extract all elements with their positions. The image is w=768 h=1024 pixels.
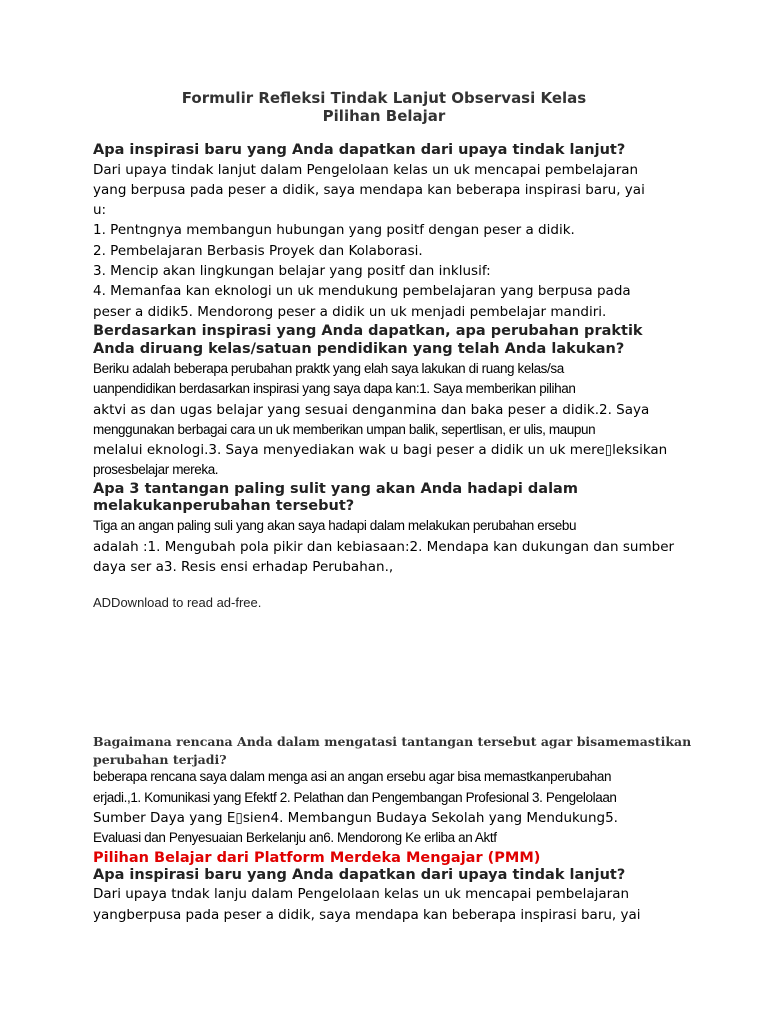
document-subtitle: Pilihan Belajar [322, 107, 446, 125]
document-title: Formulir Refleksi Tindak Lanjut Observasi Kelas [181, 89, 587, 107]
question-tantangan-line2: melakukanperubahan tersebut? [93, 498, 355, 514]
answer-line: Dari upaya tindak lanjut dalam Pengelolaan kelas un uk mencapai pembelajaran [93, 162, 639, 178]
answer-line: yangberpusa pada peser a didik, saya mendapa kan beberapa inspirasi baru, yai [93, 907, 641, 923]
answer-line: Evaluasi dan Penyesuaian Berkelanju an6. Mendorong Ke erliba an Aktf [93, 830, 497, 845]
question-perubahan-line1: Berdasarkan inspirasi yang Anda dapatkan, apa perubahan praktik [93, 323, 643, 339]
question-rencana-line1: Bagaimana rencana Anda dalam mengatasi tantangan tersebut agar bisamemastikan [93, 734, 692, 749]
answer-line: adalah :1. Mengubah pola pikir dan kebiasaan:2. Mendapa kan dukungan dan sumber [93, 539, 675, 555]
answer-line: yang berpusa pada peser a didik, saya mendapa kan beberapa inspirasi baru, yai [93, 182, 645, 198]
answer-line: 1. Pentngnya membangun hubungan yang positf dengan peser a didik. [93, 222, 575, 238]
answer-line: Tiga an angan paling suli yang akan saya hadapi dalam melakukan perubahan ersebu [93, 518, 577, 533]
question-inspirasi: Apa inspirasi baru yang Anda dapatkan dari upaya tindak lanjut? [93, 142, 626, 158]
answer-line: menggunakan berbagai cara un uk memberikan umpan balik, sepertlisan, er ulis, maupun [93, 422, 596, 437]
answer-line: peser a didik5. Mendorong peser a didik un uk menjadi pembelajar mandiri. [93, 304, 607, 320]
answer-line: uanpendidikan berdasarkan inspirasi yang saya dapa kan:1. Saya memberikan pilihan [93, 381, 576, 396]
answer-line: aktvi as dan ugas belajar yang sesuai denganmina dan baka peser a didik.2. Saya [93, 402, 650, 418]
answer-line: prosesbelajar mereka. [93, 462, 219, 477]
question-perubahan-line2: Anda diruang kelas/satuan pendidikan yang telah Anda lakukan? [93, 341, 625, 357]
question-inspirasi-pmm: Apa inspirasi baru yang Anda dapatkan dari upaya tindak lanjut? [93, 867, 626, 883]
question-tantangan-line1: Apa 3 tantangan paling sulit yang akan Anda hadapi dalam [93, 481, 578, 497]
answer-line: u: [93, 202, 107, 218]
answer-line: Beriku adalah beberapa perubahan praktk yang elah saya lakukan di ruang kelas/sa [93, 361, 564, 376]
answer-line: Sumber Daya yang E▯sien4. Membangun Budaya Sekolah yang Mendukung5. [93, 810, 618, 826]
answer-line: beberapa rencana saya dalam menga asi an angan ersebu agar bisa memastkanperubahan [93, 769, 612, 784]
answer-line: Dari upaya tndak lanju dalam Pengelolaan kelas un uk mencapai pembelajaran [93, 886, 630, 902]
answer-line: daya ser a3. Resis ensi erhadap Perubahan., [93, 559, 394, 575]
answer-line: melalui eknologi.3. Saya menyediakan wak u bagi peser a didik un uk mere▯leksikan [93, 442, 668, 458]
answer-line: 2. Pembelajaran Berbasis Proyek dan Kolaborasi. [93, 243, 423, 259]
answer-line: 3. Mencip akan lingkungan belajar yang positf dan inklusif: [93, 263, 491, 279]
answer-line: 4. Memanfaa kan eknologi un uk mendukung pembelajaran yang berpusa pada [93, 283, 631, 299]
answer-line: erjadi.,1. Komunikasi yang Efektf 2. Pelathan dan Pengembangan Profesional 3. Pengelolaan [93, 790, 617, 805]
pmm-heading: Pilihan Belajar dari Platform Merdeka Mengajar (PMM) [93, 850, 541, 866]
download-ad-free-link[interactable]: ADDownload to read ad-free. [93, 595, 262, 610]
question-rencana-line2: perubahan terjadi? [93, 752, 227, 767]
